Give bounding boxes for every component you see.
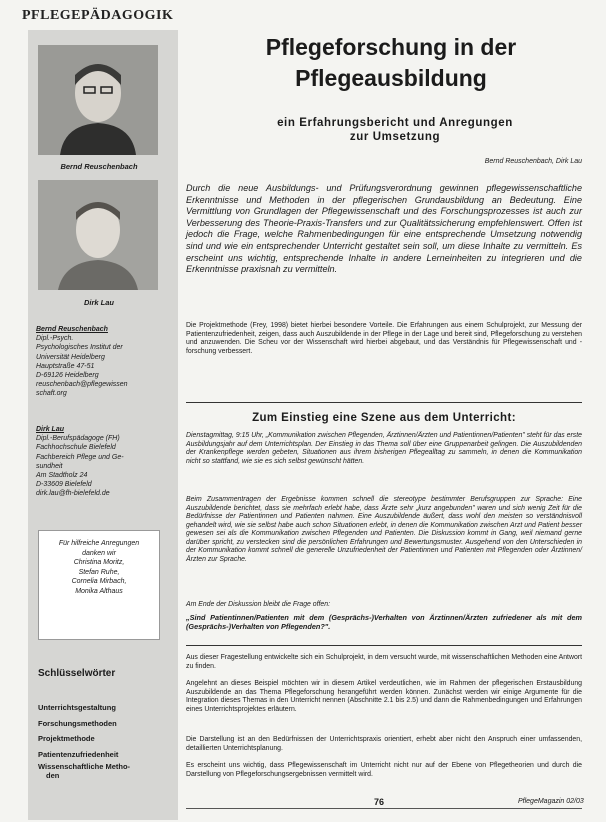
contact-line: Fachbereich Pflege und Ge- bbox=[36, 453, 124, 461]
contact-line: Am Stadtholz 24 bbox=[36, 472, 88, 480]
title-line: Pflegeausbildung bbox=[295, 65, 487, 91]
contact-email[interactable]: dirk.lau@fh-bielefeld.de bbox=[36, 490, 110, 498]
keyword-item: Wissenschaftliche Metho- bbox=[38, 762, 131, 771]
journal-name: PFLEGEPÄDAGOGIK bbox=[22, 8, 174, 23]
body-paragraph: Es erscheint uns wichtig, dass Pflegewissenschaft im Unterricht nicht nur auf der Ebene von Pflegetheorien und durch die Darstellung von Pflegeforschungsergebnissen vermittelt wird. bbox=[186, 762, 582, 778]
section-rule bbox=[186, 402, 582, 403]
article-title bbox=[200, 32, 582, 94]
keyword-item: Patientenzufriedenheit bbox=[38, 749, 119, 759]
scene-paragraph: Beim Zusammentragen der Ergebnisse kommen schnell die stereotype bestimmter Berufsgruppen zur Sprache: Eine Auszubildende berichtet, dass sie mehrfach erlebt habe, dass Ärzte sehr „kurz angebunden" waren und sich wenig Zeit für die Bedürfnisse der Patientinnen und Patienten nahmen. Eine Auszubildende äußert, dass wohl den meisten so verständnisvoll gehandelt wird, wie sie selbst habe auch schon Situationen erlebt, in denen die Kommunikation zwischen Arzt und Patient besser gewesen sei als die Kommunikation zwischen Pflegenden und Patienten. Die Diskussion kommt in Gang, weil niemand gerne darüber spricht, zu verstecken sind die persönlichen Erfahrungen und Bewertungsmuster. Ausgehend von den Unterschieden in der Kommunikation kommt schnell die generelle Unzufriedenheit der Patientinnen und Patienten mit Pflegenden oder Ärztinnen/Ärzten zur Sprache. bbox=[186, 496, 582, 563]
contact-name: Bernd Reuschenbach bbox=[36, 326, 108, 333]
ack-line: Christina Moritz, bbox=[73, 559, 125, 567]
keyword-item: den bbox=[46, 771, 60, 780]
subtitle-line: zur Umsetzung bbox=[349, 131, 441, 143]
ack-line: danken wir bbox=[82, 549, 116, 557]
article-subtitle bbox=[210, 116, 580, 144]
contact-line: D-33609 Bielefeld bbox=[36, 481, 92, 489]
journal-issue: PflegeMagazin 02/03 bbox=[518, 798, 584, 805]
author2-caption: Dirk Lau bbox=[83, 298, 114, 307]
page-number: 76 bbox=[374, 797, 385, 807]
contact-line: Universität Heidelberg bbox=[36, 353, 105, 361]
title-line: Pflegeforschung in der bbox=[265, 34, 517, 60]
scene-quote: „Sind Patientinnen/Patienten mit dem (Gesprächs-)Verhalten von Ärztinnen/Ärzten zufriedener als mit dem (Gesprächs-)Verhalten von Pflegenden?". bbox=[186, 613, 582, 631]
contact-line: Fachhochschule Bielefeld bbox=[36, 444, 116, 452]
footer-rule bbox=[186, 808, 582, 809]
section-heading: Zum Einstieg eine Szene aus dem Unterricht: bbox=[252, 412, 516, 424]
body-paragraph: Aus dieser Fragestellung entwickelte sich ein Schulprojekt, in dem versucht wurde, mit wissenschaftlichen Methoden eine Antwort zu finden. bbox=[186, 654, 582, 670]
contact-line: Dipl.-Berufspädagoge (FH) bbox=[36, 435, 120, 443]
body-paragraph: Angelehnt an dieses Beispiel möchten wir in diesem Artikel verdeutlichen, wie im Rahmen der pflegerischen Erstausbildung Auszubildende an das Thema Pflegeforschung herangeführt werden können. Zunächst werden wir einige Argumente für die Integration dieses Themas in den Unterricht nennen (Abschnitte 2.1 bis 2.5) und dann die Rahmenbedingungen und Erfahrungen eines Unterrichtsprojektes erläutern. bbox=[186, 680, 582, 713]
scene-paragraph: Am Ende der Diskussion bleibt die Frage offen: bbox=[186, 601, 331, 608]
portrait-image bbox=[38, 45, 158, 155]
author2-photo bbox=[38, 180, 158, 290]
keyword-item: Projektmethode bbox=[38, 734, 95, 743]
author1-caption: Bernd Reuschenbach bbox=[60, 162, 138, 171]
section-rule bbox=[186, 645, 582, 646]
keywords-heading: Schlüsselwörter bbox=[38, 668, 116, 679]
body-paragraph: Die Darstellung ist an den Bedürfnissen der Unterrichtspraxis orientiert, erhebt aber nicht den Anspruch einer umfassenden, detaillierten Unterrichtsplanung. bbox=[186, 736, 582, 752]
subtitle-line: ein Erfahrungsbericht und Anregungen bbox=[277, 117, 513, 129]
contact-email[interactable]: reuschenbach@pflegewissen bbox=[36, 381, 128, 389]
portrait-image bbox=[38, 180, 158, 290]
ack-line: Monika Althaus bbox=[75, 587, 123, 595]
contact-line: Hauptstraße 47-51 bbox=[36, 362, 95, 370]
ack-line: Stefan Ruhe, bbox=[78, 568, 120, 576]
keyword-item: Unterrichtsgestaltung bbox=[38, 703, 116, 712]
article-authors: Bernd Reuschenbach, Dirk Lau bbox=[484, 158, 582, 165]
contact-line: sundheit bbox=[36, 462, 63, 470]
intro-paragraph: Die Projektmethode (Frey, 1998) bietet hierbei besondere Vorteile. Die Erfahrungen aus einem Schulprojekt, zur Messung der Patientenzufriedenheit, zeigen, dass auch Auszubildende in der Pflege in der Lage und bereit sind, Pflegeforschung zu verstehen und anzuwenden. Die Scheu vor der Wissenschaft wird hierbei abgebaut, und das Verständnis für Pflegewissenschaft und -forschung verbessert. bbox=[186, 322, 582, 355]
contact-name: Dirk Lau bbox=[36, 426, 65, 433]
contact-line: Dipl.-Psych. bbox=[36, 335, 74, 343]
keywords-list bbox=[38, 700, 172, 780]
scene-paragraph: Dienstagmittag, 9:15 Uhr, „Kommunikation zwischen Pflegenden, Ärztinnen/Ärzten und Patientinnen/Patienten" steht für das erste Ausbildungsjahr auf dem Unterrichtsplan. Der Einstieg in das Thema soll über eine Gruppenarbeit gelingen. Die Auszubildenden der Krankenpflege werden gebeten, Situationen aus ihrem bisherigen Pflegealltag zu sammeln, in denen die Kommunikation nicht so stattfand, wie sie es sich selbst gewünscht hätten. bbox=[186, 432, 582, 465]
contact-author1 bbox=[36, 325, 172, 399]
lead-paragraph: Durch die neue Ausbildungs- und Prüfungsverordnung gewinnen pflegewissenschaftliche Erkenntnisse und Methoden in der pflegerischen Grundausbildung an Bedeutung. Eine Vermittlung von Grundlagen der Pflegewissenschaft und des Forschungsprozesses ist auch zur Verbesserung des Theorie-Praxis-Transfers und zur Qualitätssicherung empfehlenswert. Offen ist jedoch die Frage, welche Rahmenbedingungen für eine entsprechende Umsetzung notwendig sind und wie ein entsprechender Unterricht gestaltet sein soll, um diese Inhalte zu vermitteln. Es erscheint uns wichtig, entsprechende Inhalte in andere Lerneinheiten zu integrieren und die Erkenntnisse praxisnah zu vermitteln. bbox=[186, 183, 582, 275]
contact-author2 bbox=[36, 425, 172, 499]
author1-photo bbox=[38, 45, 158, 155]
contact-line: D-69126 Heidelberg bbox=[36, 372, 99, 380]
ack-line: Für hilfreiche Anregungen bbox=[58, 540, 140, 547]
acknowledgement-box bbox=[38, 530, 160, 640]
keyword-item: Forschungsmethoden bbox=[38, 718, 117, 728]
ack-line: Cornelia Mirbach, bbox=[71, 578, 127, 586]
contact-line: Psychologisches Institut der bbox=[36, 344, 123, 352]
contact-email[interactable]: schaft.org bbox=[36, 390, 67, 398]
